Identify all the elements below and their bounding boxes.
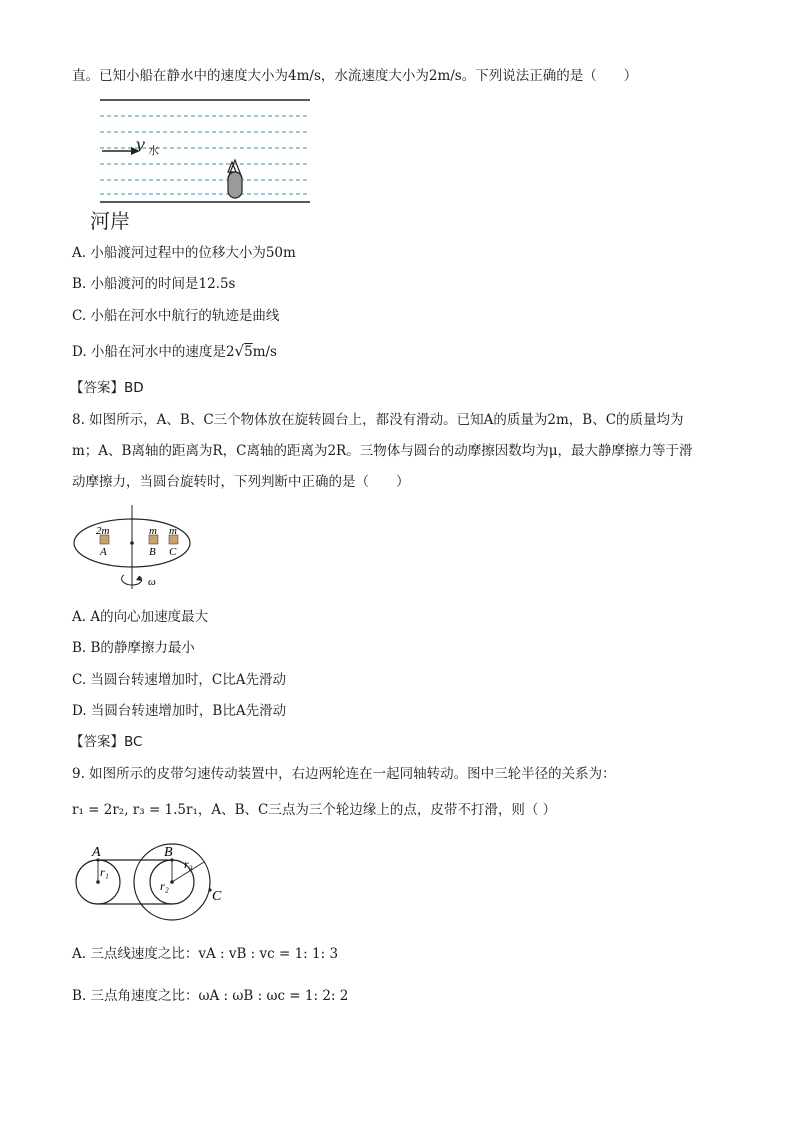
q7-option-d-radicand: 5	[244, 344, 253, 360]
q7-option-c: C. 小船在河水中航行的轨迹是曲线	[72, 308, 280, 324]
river-figure	[80, 94, 320, 234]
mass-label-b: m	[149, 525, 157, 537]
block-label-c: C	[169, 546, 177, 558]
q7-option-d	[72, 341, 277, 362]
flow-velocity-subscript: 水	[148, 145, 159, 157]
q8-option-c: C. 当圆台转速增加时，C比A先滑动	[72, 672, 287, 688]
q8-stem-line-3: 动摩擦力，当圆台旋转时，下列判断中正确的是（ ）	[72, 474, 410, 490]
axis-center-dot	[130, 541, 134, 545]
q9-option-a: A. 三点线速度之比：vA : vB : vc = 1: 1: 3	[72, 946, 339, 962]
river-bank-label: 河岸	[90, 209, 130, 233]
block-label-b: B	[149, 546, 156, 558]
omega-label: ω	[148, 576, 156, 588]
q8-option-b: B. B的静摩擦力最小	[72, 640, 195, 656]
q8-stem-line-2: m；A、B离轴的距离为R，C离轴的距离为2R。三物体与圆台的动摩擦因数均为μ，最大静摩擦力等于滑	[72, 443, 693, 459]
point-label-a: A	[92, 845, 101, 860]
boat-icon	[228, 160, 242, 198]
q7-option-a: A. 小船渡河过程中的位移大小为50m	[72, 245, 296, 261]
q7-stem-tail: 直。已知小船在静水中的速度大小为4m/s，水流速度大小为2m/s。下列说法正确的是（ ）	[72, 68, 638, 84]
q8-option-a: A. A的向心加速度最大	[72, 609, 209, 625]
water-flow-lines	[100, 116, 310, 194]
q9-option-b: B. 三点角速度之比：ωA : ωB : ωc = 1: 2: 2	[72, 988, 349, 1004]
q8-stem-line-1: 8. 如图所示，A、B、C三个物体放在旋转圆台上，都没有滑动。已知A的质量为2m，B、C的质量均为	[72, 412, 684, 428]
point-label-b: B	[164, 845, 173, 860]
mass-label-c: m	[169, 525, 177, 537]
q7-answer: 【答案】BD	[70, 380, 144, 396]
mass-label-a: 2m	[96, 525, 110, 537]
q7-option-b: B. 小船渡河的时间是12.5s	[72, 276, 236, 292]
radius-label-r1: r₁	[100, 865, 109, 879]
radius-label-r2: r₂	[160, 879, 169, 893]
belt-drive-figure	[72, 838, 232, 928]
point-label-c: C	[212, 889, 222, 904]
q9-stem: 9. 如图所示的皮带匀速传动装置中，右边两轮连在一起同轴转动。图中三轮半径的关系为：	[72, 766, 616, 782]
q8-answer: 【答案】BC	[70, 734, 143, 750]
sqrt-icon: √	[234, 342, 245, 360]
radius-label-r3: r₃	[184, 857, 193, 871]
flow-velocity-symbol: v	[136, 134, 145, 156]
q7-option-d-prefix: D. 小船在河水中的速度是	[72, 344, 226, 360]
block-label-a: A	[100, 546, 107, 558]
q7-option-d-coef: 2	[225, 344, 235, 360]
turntable-figure	[72, 505, 202, 595]
q8-option-d: D. 当圆台转速增加时，B比A先滑动	[72, 703, 287, 719]
q9-relation: r₁ = 2r₂, r₃ = 1.5r₁，A、B、C三点为三个轮边缘上的点，皮带不打滑，则（ ）	[72, 802, 557, 818]
q7-option-d-unit: m/s	[252, 344, 277, 360]
